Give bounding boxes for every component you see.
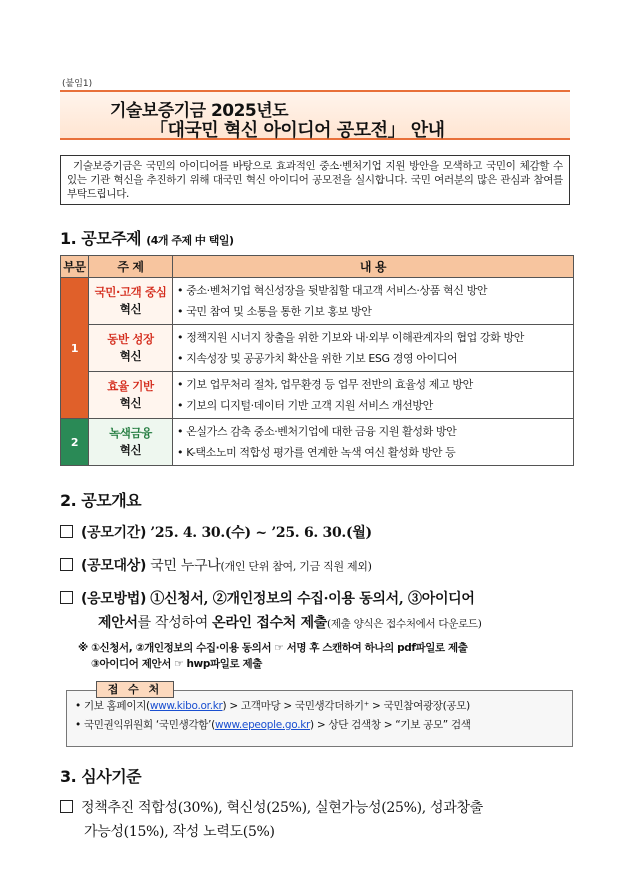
receipt-text: 국민권익위원회 ‘국민생각함’( bbox=[83, 719, 215, 731]
method-line2b: 를 작성하여 bbox=[137, 615, 213, 631]
receipt-text: 기보 홈페이지( bbox=[83, 700, 150, 712]
receipt-item-kibo bbox=[75, 697, 564, 716]
division-cell-1: 1 bbox=[61, 278, 89, 419]
content-item: • 국민 참여 및 소통을 통한 기보 홍보 방안 bbox=[177, 301, 569, 322]
content-item: • 기보의 디지털·데이터 기반 고객 지원 서비스 개선방안 bbox=[177, 395, 569, 416]
header-theme: 주 제 bbox=[89, 256, 173, 278]
content-item: • 중소·벤처기업 혁신성장을 뒷받침할 대고객 서비스·상품 혁신 방안 bbox=[177, 280, 569, 301]
section1-heading bbox=[60, 226, 234, 249]
theme-name: 국민·고객 중심 bbox=[94, 285, 167, 299]
page-title-line1: 기술보증기금 2025년도 bbox=[110, 101, 289, 121]
method-line2c: 온라인 접수처 제출 bbox=[212, 615, 328, 631]
content-item: • 온실가스 감축 중소·벤처기업에 대한 금융 지원 활성화 방안 bbox=[177, 421, 569, 442]
target-value: 국민 누구나 bbox=[150, 558, 221, 574]
square-bullet-icon bbox=[60, 525, 73, 538]
theme-name: 녹색금융 bbox=[109, 426, 152, 440]
receipt-box bbox=[66, 690, 573, 747]
receipt-text: ) > 고객마당 > 국민생각더하기⁺ > 국민참여광장(공모) bbox=[222, 700, 470, 712]
intro-box bbox=[60, 155, 570, 205]
square-bullet-icon bbox=[60, 558, 73, 571]
content-cell bbox=[173, 419, 574, 466]
theme-name: 효율 기반 bbox=[107, 379, 154, 393]
theme-suffix: 혁신 bbox=[119, 349, 142, 363]
topics-table bbox=[60, 255, 574, 466]
square-bullet-icon bbox=[60, 591, 73, 604]
header-division: 부문 bbox=[61, 256, 89, 278]
period-label: (공모기간) bbox=[81, 525, 147, 541]
theme-name: 동반 성장 bbox=[107, 332, 154, 346]
method-note: (제출 양식은 접수처에서 다운로드) bbox=[327, 618, 482, 630]
square-bullet-icon bbox=[60, 800, 73, 813]
table-row bbox=[61, 278, 574, 325]
method-item bbox=[60, 588, 575, 608]
epeople-link[interactable]: www.epeople.go.kr bbox=[214, 719, 311, 731]
theme-suffix: 혁신 bbox=[119, 302, 142, 316]
content-item: • 지속성장 및 공공가치 확산을 위한 기보 ESG 경영 아이디어 bbox=[177, 348, 569, 369]
receipt-item-epeople bbox=[75, 716, 564, 735]
theme-cell bbox=[89, 419, 173, 466]
content-cell bbox=[173, 372, 574, 419]
submission-note-2: ③아이디어 제안서 ☞ hwp파일로 제출 bbox=[91, 658, 262, 670]
table-row bbox=[61, 372, 574, 419]
target-item bbox=[60, 555, 372, 575]
theme-suffix: 혁신 bbox=[119, 396, 142, 410]
table-header-row bbox=[61, 256, 574, 278]
method-item-cont bbox=[98, 612, 578, 632]
method-line1: ①신청서, ②개인정보의 수집·이용 동의서, ③아이디어 bbox=[150, 591, 475, 607]
target-label: (공모대상) bbox=[81, 558, 147, 574]
theme-suffix: 혁신 bbox=[119, 443, 142, 457]
division-cell-2: 2 bbox=[61, 419, 89, 466]
criteria-item bbox=[60, 797, 575, 817]
header-content: 내 용 bbox=[173, 256, 574, 278]
theme-cell bbox=[89, 325, 173, 372]
criteria-line1: 정책추진 적합성(30%), 혁신성(25%), 실현가능성(25%), 성과창출 bbox=[81, 800, 483, 816]
method-label: (응모방법) bbox=[81, 591, 147, 607]
table-row bbox=[61, 419, 574, 466]
content-item: • K-택소노미 적합성 평가를 연계한 녹색 여신 활성화 방안 등 bbox=[177, 442, 569, 463]
content-item: • 기보 업무처리 절차, 업무환경 등 업무 전반의 효율성 제고 방안 bbox=[177, 374, 569, 395]
section1-title: 1. 공모주제 bbox=[60, 229, 142, 248]
content-cell bbox=[173, 325, 574, 372]
attachment-label: (붙임1) bbox=[62, 79, 93, 89]
content-cell bbox=[173, 278, 574, 325]
section3-title: 3. 심사기준 bbox=[60, 767, 142, 786]
period-item bbox=[60, 522, 372, 542]
receipt-text: ) > 상단 검색창 > “기보 공모” 검색 bbox=[310, 719, 471, 731]
theme-cell bbox=[89, 372, 173, 419]
intro-text: 기술보증기금은 국민의 아이디어를 바탕으로 효과적인 중소·벤처기업 지원 방안을 모색하고 국민이 체감할 수 있는 기관 혁신을 추진하기 위해 대국민 혁신 아이디어 공모전을 실시합니다. 국민 여러분의 많은 관심과 참여를 부탁드립니다. bbox=[67, 160, 563, 200]
theme-cell bbox=[89, 278, 173, 325]
section1-subtitle: (4개 주제 中 택일) bbox=[146, 234, 234, 247]
criteria-line2: 가능성(15%), 작성 노력도(5%) bbox=[84, 824, 275, 840]
table-row bbox=[61, 325, 574, 372]
method-line2a: 제안서 bbox=[98, 615, 138, 631]
section2-title: 2. 공모개요 bbox=[60, 491, 142, 510]
period-value: ’25. 4. 30.(수) ~ ’25. 6. 30.(월) bbox=[150, 525, 372, 541]
kibo-link[interactable]: www.kibo.or.kr bbox=[149, 700, 223, 712]
content-item: • 정책지원 시너지 창출을 위한 기보와 내·외부 이해관계자의 협업 강화 방안 bbox=[177, 327, 569, 348]
receipt-label: 접 수 처 bbox=[96, 681, 174, 698]
page-title-line2: 「대국민 혁신 아이디어 공모전」 안내 bbox=[150, 120, 445, 141]
target-note: (개인 단위 참여, 기금 직원 제외) bbox=[220, 560, 372, 573]
submission-note-1: ※ ①신청서, ②개인정보의 수집·이용 동의서 ☞ 서명 후 스캔하여 하나의 pdf파일로 제출 bbox=[78, 642, 468, 654]
